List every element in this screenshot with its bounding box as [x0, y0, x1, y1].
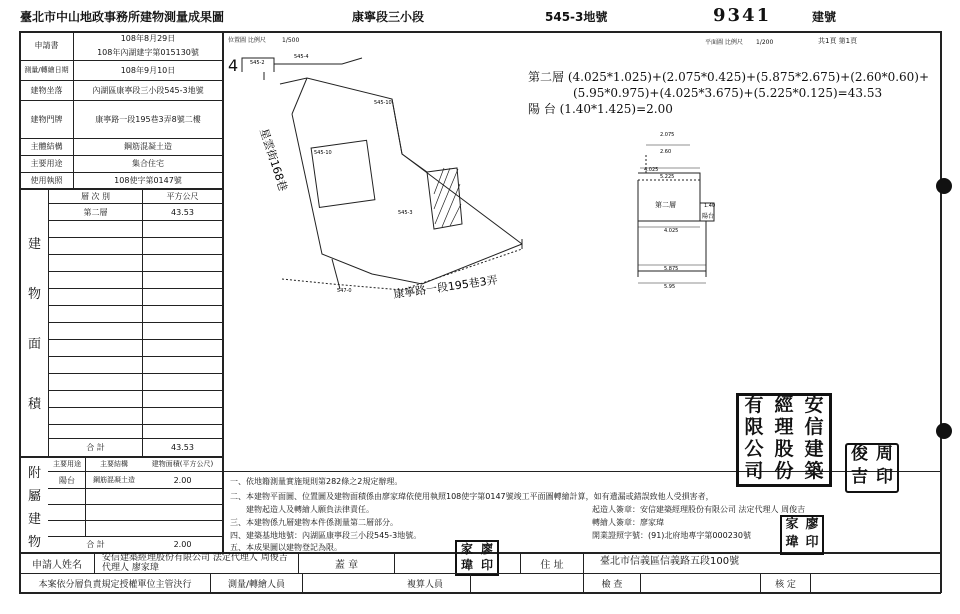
- location-map-scale: 1/500: [282, 37, 300, 44]
- approve-label: 核 定: [775, 580, 796, 590]
- door-value: 康寧路一段195巷3弄8號二樓: [95, 114, 201, 124]
- north-mark: 4: [228, 56, 239, 75]
- section-name: 康寧段三小段: [352, 10, 425, 24]
- plan-dim-8: 5.95: [664, 284, 676, 290]
- street-label-1: 星雲街168巷: [257, 126, 290, 193]
- license-number: 開業證照字號：(91)北府地專字第000230號: [592, 531, 751, 540]
- starter-signature: 起造人簽章：安信建築經理股份有限公司 法定代理人 周俊吉: [592, 505, 806, 514]
- annex-total-label: 合 計: [86, 540, 105, 549]
- use-value: 集合住宅: [132, 159, 164, 168]
- note-1: 一、依地籍測量實施規則第282條之2規定辦理。: [230, 477, 403, 486]
- note-2b: 建物起造人及轉繪人願負法律責任。: [246, 505, 374, 514]
- survey-date: 108年9月10日: [120, 65, 176, 75]
- apply-date: 108年8月29日: [120, 33, 176, 43]
- structure-label: 主體結構: [30, 142, 63, 151]
- street-label-2: 康寧路一段195巷3弄: [392, 273, 499, 301]
- formula-floor2-line2: (5.95*0.975)+(4.025*3.675)+(5.225*0.125)=43.53: [573, 86, 883, 100]
- authorization-note: 本案依分層負責規定授權單位主管決行: [38, 580, 192, 590]
- frame-notes-line: [222, 471, 941, 472]
- annex-use: 陽台: [59, 475, 75, 485]
- main-area-char-3: 面: [28, 337, 42, 352]
- drawer-seal: 家 廖 瑋 印: [780, 515, 824, 555]
- note-3: 三、本建物係九層建物本件係測量第二層部分。: [230, 518, 398, 527]
- annex-char-2: 屬: [28, 489, 42, 504]
- plan-dim-6: 4.025: [664, 228, 679, 234]
- plan-dim-1: 2.075: [660, 132, 675, 138]
- note-5: 五、本成果圖以建物登記為限。: [230, 543, 342, 552]
- floor-row-name: 第二層: [83, 207, 108, 217]
- plan-label: 平面圖 比例尺: [705, 39, 743, 46]
- floor-plan: [600, 125, 720, 295]
- main-total-value: 43.53: [171, 442, 194, 452]
- address-label: 住 址: [540, 559, 564, 571]
- company-seal: 有 經 安 限 理 信 公 股 建 司 份 築: [736, 393, 832, 487]
- lot-number: 545-3地號: [545, 10, 608, 24]
- main-area-char-2: 物: [28, 287, 42, 302]
- note-2: 二、本建物平面圖、位置圖及建物面積係由廖家瑋依使用執照108使字第0147號竣工平面圖轉繪計算，如有遺漏或錯誤致他人受損害者，: [230, 492, 714, 501]
- annex-area: 2.00: [173, 475, 192, 485]
- lot-label-f: 547-0: [337, 288, 352, 294]
- use-label: 主要用途: [30, 159, 63, 168]
- main-area-char-4: 積: [28, 397, 42, 412]
- apply-number: 108年內湖建字第015130號: [97, 47, 199, 57]
- annex-total-value: 2.00: [173, 540, 192, 549]
- plan-balcony: 陽台: [702, 213, 715, 220]
- door-label: 建物門牌: [30, 114, 63, 124]
- floor-row-area: 43.53: [171, 207, 194, 217]
- drawer-signature: 轉繪人簽章：廖家瑋: [592, 518, 664, 527]
- address-value: 臺北市信義區信義路五段100號: [600, 556, 740, 567]
- lot-label-b: 545-4: [294, 54, 309, 60]
- annex-char-1: 附: [28, 466, 42, 481]
- page-count: 共1頁 第1頁: [818, 37, 858, 45]
- note-4: 四、建築基地地號：內湖區康寧段三小段545-3地號。: [230, 531, 422, 540]
- location-label: 建物坐落: [30, 85, 63, 95]
- floor-column-head: 層 次 別: [80, 191, 111, 201]
- annex-struct: 鋼筋混凝土造: [93, 476, 135, 484]
- lot-label-a: 545-2: [250, 60, 265, 66]
- lot-label-c: 545-10: [374, 100, 392, 106]
- plan-dim-4: 5.225: [660, 174, 675, 180]
- building-label: 建號: [812, 10, 837, 24]
- annex-struct-head: 主要結構: [100, 460, 128, 468]
- recheck-label: 複算人員: [406, 580, 443, 590]
- permit-value: 108使字第0147號: [114, 175, 182, 185]
- location-map-label: 位置圖 比例尺: [228, 37, 266, 44]
- permit-label: 使用執照: [30, 175, 63, 185]
- plan-dim-5: 1.40: [704, 203, 716, 209]
- frame-right: [940, 31, 942, 593]
- binding-hole-bottom: [936, 423, 952, 439]
- representative-seal: 俊 周 吉 印: [845, 443, 899, 493]
- annex-char-3: 建: [28, 512, 42, 527]
- plan-dim-2: 2.60: [660, 149, 672, 155]
- applicant-label: 申請人姓名: [32, 559, 82, 571]
- applicant-name-line2: 代理人 廖家瑋: [102, 563, 159, 573]
- check-label: 檢 查: [601, 580, 623, 590]
- office-title: 臺北市中山地政事務所建物測量成果圖: [20, 10, 225, 24]
- seal-label: 蓋 章: [334, 559, 359, 571]
- apply-label: 申請書: [34, 41, 59, 50]
- formula-floor2-line1: 第二層 (4.025*1.025)+(2.075*0.425)+(5.875*2.675)+(2.60*0.60)+: [528, 70, 930, 84]
- lot-label-e: 545-3: [398, 210, 413, 216]
- formula-balcony: 陽 台 (1.40*1.425)=2.00: [528, 102, 673, 116]
- location-map: [222, 44, 532, 309]
- binding-hole-top: [936, 178, 952, 194]
- location-value: 內湖區康寧段三小段545-3地號: [92, 85, 204, 95]
- area-column-head: 平方公尺: [166, 191, 199, 201]
- annex-area-head: 建物面積(平方公尺): [151, 460, 214, 468]
- annex-use-head: 主要用途: [53, 460, 81, 468]
- annex-char-4: 物: [28, 535, 42, 550]
- survey-date-label: 測量/轉繪日期: [24, 66, 69, 74]
- plan-room: 第二層: [655, 201, 676, 209]
- building-number: 9341: [713, 5, 772, 26]
- survey-person-label: 測量/轉繪人員: [227, 580, 286, 590]
- main-total-label: 合 計: [86, 442, 105, 452]
- plan-dim-7: 5.875: [664, 266, 679, 272]
- plan-dim-3: 4.025: [644, 167, 659, 173]
- structure-value: 鋼筋混凝土造: [124, 142, 172, 151]
- main-area-char-1: 建: [28, 237, 42, 252]
- applicant-name-line1: 安信建築經理股份有限公司 法定代理人 周俊吉: [102, 553, 288, 563]
- lot-label-d: 545-10: [314, 150, 332, 156]
- plan-scale: 1/200: [756, 39, 774, 46]
- applicant-seal: 家 廖 瑋 印: [455, 540, 499, 576]
